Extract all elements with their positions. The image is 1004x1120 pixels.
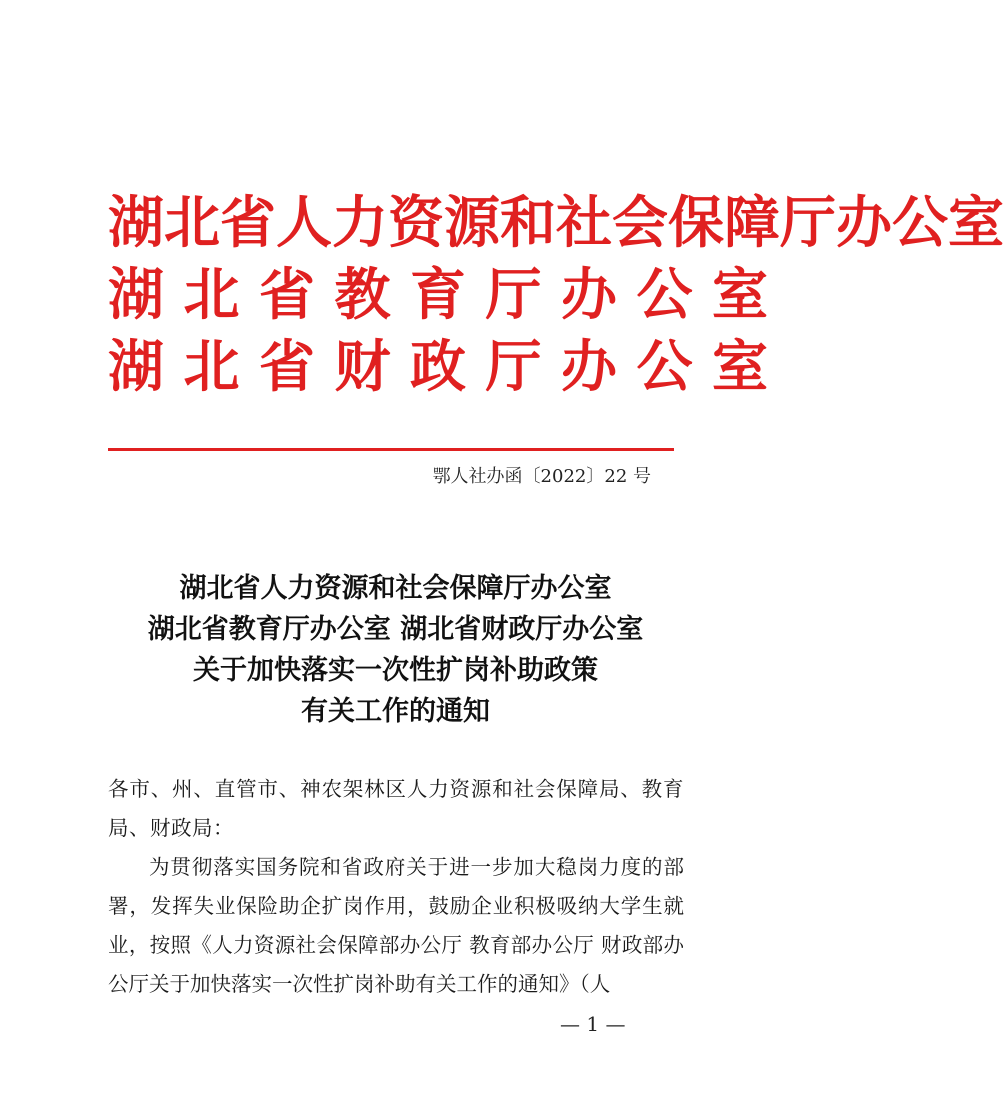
title-line-4: 有关工作的通知 [301,696,490,727]
header-red-rule [108,448,674,451]
title-line-3: 关于加快落实一次性扩岗补助政策 [193,655,598,686]
body-paragraph: 为贯彻落实国务院和省政府关于进一步加大稳岗力度的部署，发挥失业保险助企扩岗作用，鼓励企业积极吸纳大学生就业，按照《人力资源社会保障部办公厅 教育部办公厅 财政部办公厅关于加快落实一次性扩岗补助有关工作的通知》（人 [108,855,684,996]
page-number: — 1 — [560,1012,626,1036]
issuing-authority-header [108,188,1004,404]
document-number: 鄂人社办函〔2022〕22 号 [432,466,651,487]
salutation: 各市、州、直管市、神农架林区人力资源和社会保障局、教育局、财政局： [108,777,684,840]
title-line-1: 湖北省人力资源和社会保障厅办公室 [179,573,612,604]
header-line-hrss: 湖北省人力资源和社会保障厅办公室 [108,191,1004,256]
document-body [108,770,684,1004]
document-title [60,568,731,732]
header-line-finance: 湖 北 省 财 政 厅 办 公 室 [108,335,768,400]
title-line-2: 湖北省教育厅办公室 湖北省财政厅办公室 [147,614,644,645]
header-line-education: 湖 北 省 教 育 厅 办 公 室 [108,263,768,328]
